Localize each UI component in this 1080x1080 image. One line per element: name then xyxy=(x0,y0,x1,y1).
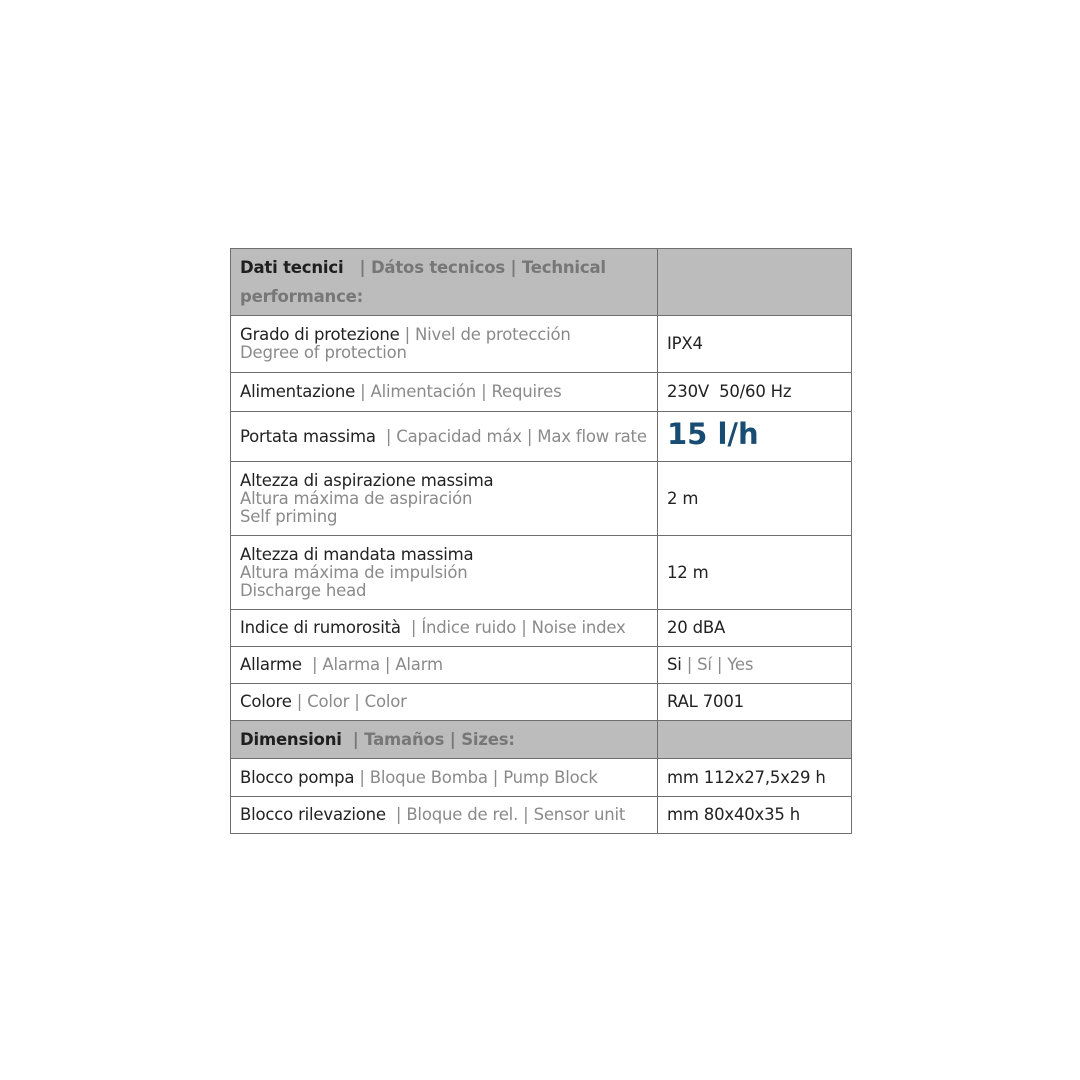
table-row-power xyxy=(231,373,852,412)
row-label-es: Altura máxima de aspiración xyxy=(240,488,473,508)
row-label-en: Alarm xyxy=(395,655,443,674)
row-label-en: Degree of protection xyxy=(240,343,407,362)
row-label xyxy=(231,797,658,834)
row-separator: | xyxy=(681,655,698,674)
row-separator: | xyxy=(354,767,370,787)
row-label xyxy=(231,462,658,536)
row-label-es: Nivel de protección xyxy=(415,325,571,344)
row-label xyxy=(231,536,658,610)
row-label-it: Allarme xyxy=(240,655,302,674)
row-separator: | xyxy=(476,382,492,401)
row-label-it: Alimentazione xyxy=(240,382,356,401)
row-label-es: Bloque de rel. xyxy=(406,805,519,824)
row-label-es: Altura máxima de impulsión xyxy=(240,562,468,582)
dimensions-title-en: Sizes: xyxy=(461,729,515,749)
header-separator: | xyxy=(341,729,365,749)
technical-data-header-row xyxy=(231,249,852,316)
row-value: mm 80x40x35 h xyxy=(658,797,852,834)
row-label-en: Discharge head xyxy=(240,580,367,600)
row-separator: | xyxy=(375,426,397,446)
row-value: 12 m xyxy=(658,536,852,610)
row-value: 230V 50/60 Hz xyxy=(658,373,852,412)
value-en: Yes xyxy=(727,655,754,674)
table-row-sensor-unit xyxy=(231,797,852,834)
row-label-es: Color xyxy=(307,692,350,711)
row-label-es: Alarma xyxy=(322,655,380,674)
value-it: Si xyxy=(667,655,682,674)
row-label-it: Altezza di mandata massima xyxy=(240,544,474,564)
header-separator: | xyxy=(504,258,522,277)
table-row-alarm xyxy=(231,647,852,684)
row-label-es: Bloque Bomba xyxy=(369,767,488,787)
dimensions-header-value xyxy=(658,721,852,759)
row-label xyxy=(231,684,658,721)
row-label-it: Colore xyxy=(240,692,292,711)
row-label xyxy=(231,610,658,647)
header-title-es: Dátos tecnicos xyxy=(370,258,505,277)
table-row-pump-block xyxy=(231,759,852,797)
row-label-en: Color xyxy=(364,692,407,711)
table-row-noise-index xyxy=(231,610,852,647)
row-label xyxy=(231,316,658,373)
row-separator: | xyxy=(521,426,538,446)
table-row-color xyxy=(231,684,852,721)
header-separator: | xyxy=(348,258,371,277)
table-row-discharge-head xyxy=(231,536,852,610)
row-value: mm 112x27,5x29 h xyxy=(658,759,852,797)
table-row-protection xyxy=(231,316,852,373)
header-title-en-line2: performance: xyxy=(240,287,364,306)
row-label-it: Grado di protezione xyxy=(240,325,400,344)
row-label-it: Altezza di aspirazione massima xyxy=(240,470,494,490)
row-label xyxy=(231,647,658,684)
row-value: IPX4 xyxy=(658,316,852,373)
row-separator: | xyxy=(711,655,728,674)
row-label-es: Alimentación xyxy=(370,382,477,401)
header-title-it: Dati tecnici xyxy=(240,258,344,277)
row-value: 20 dBA xyxy=(658,610,852,647)
row-separator: | xyxy=(385,805,407,824)
flow-rate-value: 15 l/h xyxy=(667,417,759,451)
dimensions-title-it: Dimensioni xyxy=(240,729,342,749)
technical-data-header-label xyxy=(231,249,658,316)
row-label-en: Self priming xyxy=(240,506,338,526)
technical-data-header-value xyxy=(658,249,852,316)
header-title-en-line1: Technical xyxy=(521,258,606,277)
row-label-en: Pump Block xyxy=(503,767,598,787)
row-separator: | xyxy=(301,655,323,674)
row-label-it: Indice di rumorosità xyxy=(240,618,401,637)
value-es: Sí xyxy=(697,655,712,674)
row-separator: | xyxy=(516,618,532,637)
row-separator: | xyxy=(355,382,371,401)
row-label-en: Max flow rate xyxy=(537,426,647,446)
row-separator: | xyxy=(399,325,416,344)
row-label-es: Capacidad máx xyxy=(396,426,522,446)
row-separator: | xyxy=(487,767,504,787)
row-label-it: Portata massima xyxy=(240,426,376,446)
header-separator: | xyxy=(444,729,462,749)
row-label-en: Sensor unit xyxy=(533,805,626,824)
dimensions-header-row xyxy=(231,721,852,759)
row-value-flow-rate xyxy=(658,412,852,462)
technical-data-table xyxy=(230,248,852,834)
dimensions-header-label xyxy=(231,721,658,759)
row-separator: | xyxy=(400,618,422,637)
row-label xyxy=(231,759,658,797)
row-separator: | xyxy=(291,692,308,711)
row-value xyxy=(658,647,852,684)
row-label-it: Blocco pompa xyxy=(240,767,355,787)
dimensions-title-es: Tamaños xyxy=(364,729,445,749)
row-label xyxy=(231,373,658,412)
row-label-en: Requires xyxy=(491,382,562,401)
table-row-flow-rate xyxy=(231,412,852,462)
row-label xyxy=(231,412,658,462)
row-separator: | xyxy=(349,692,365,711)
row-separator: | xyxy=(379,655,396,674)
row-label-en: Noise index xyxy=(531,618,626,637)
table-row-suction-height xyxy=(231,462,852,536)
row-separator: | xyxy=(518,805,534,824)
row-value: 2 m xyxy=(658,462,852,536)
row-value: RAL 7001 xyxy=(658,684,852,721)
row-label-it: Blocco rilevazione xyxy=(240,805,386,824)
row-label-es: Índice ruido xyxy=(421,618,517,637)
